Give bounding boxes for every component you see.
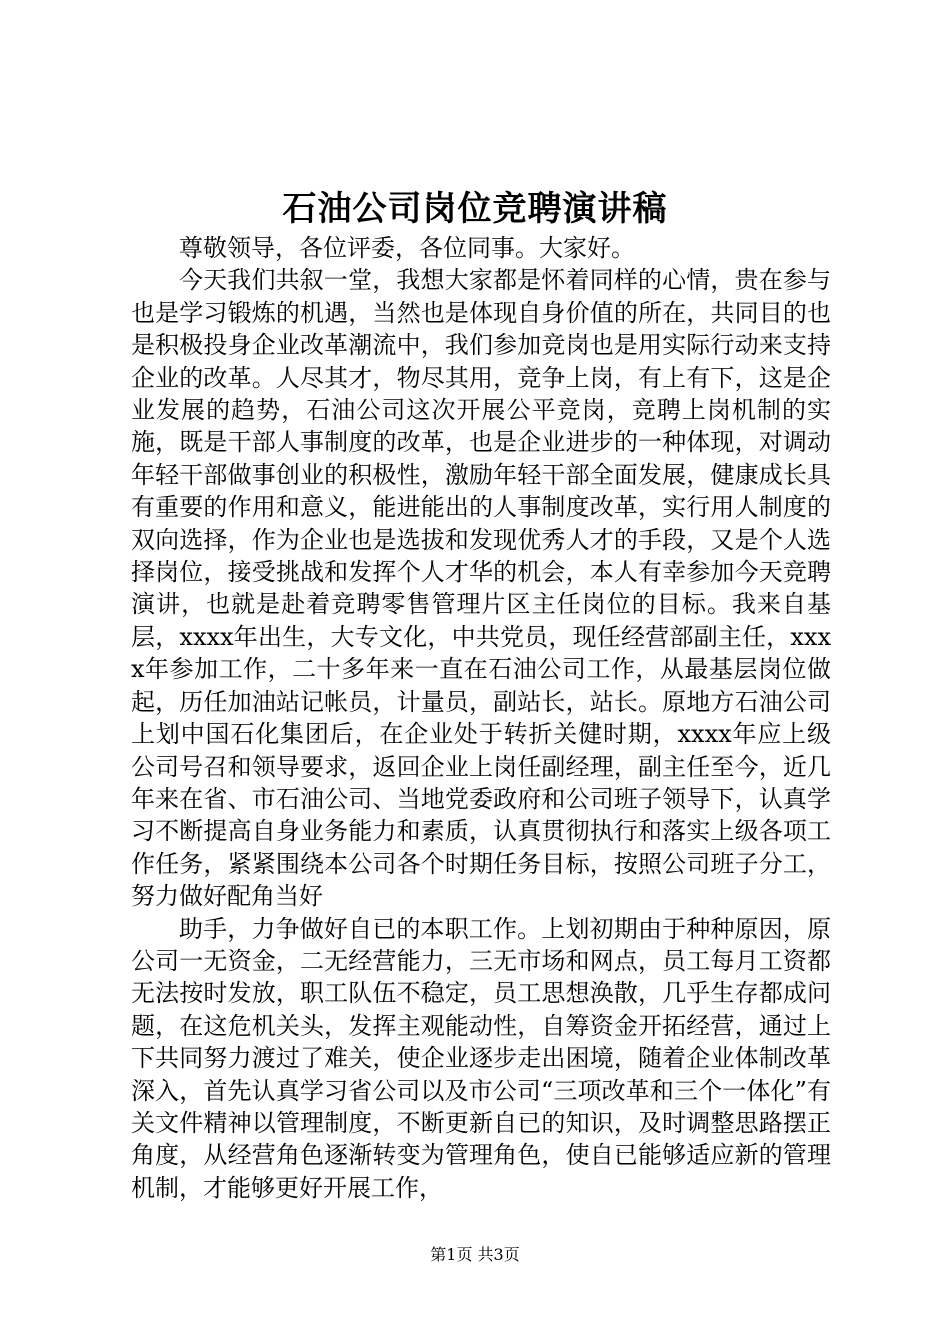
paragraph-introduction: 今天我们共叙一堂，我想大家都是怀着同样的心情，贵在参与也是学习锻炼的机遇，当然也是体现自身价值的所在，共同目的也是积极投身企业改革潮流中，我们参加竞岗也是用实际行动来支持企业的改革。人尽其才，物尽其用，竞争上岗，有上有下，这是企业发展的趋势，石油公司这次开展公平竞岗，竞聘上岗机制的实施，既是干部人事制度的改革，也是企业进步的一种体现，对调动年轻干部做事创业的积极性，激励年轻干部全面发展，健康成长具有重要的作用和意义，能进能出的人事制度改革，实行用人制度的双向选择，作为企业也是选拔和发现优秀人才的手段，又是个人选择岗位，接受挑战和发挥个人才华的机会，本人有幸参加今天竞聘演讲，也就是赴着竞聘零售管理片区主任岗位的目标。我来自基层，xxxx年出生，大专文化，中共党员，现任经营部副主任，xxxx年参加工作，二十多年来一直在石油公司工作，从最基层岗位做起，历任加油站记帐员，计量员，副站长，站长。原地方石油公司上划中国石化集团后，在企业处于转折关健时期，xxxx年应上级公司号召和领导要求，返回企业上岗任副经理，副主任至今，近几年来在省、市石油公司、当地党委政府和公司班子领导下，认真学习不断提高自身业务能力和素质，认真贯彻执行和落实上级各项工作任务，紧紧围绕本公司各个时期任务目标，按照公司班子分工，努力做好配角当好	[131, 266, 831, 911]
paragraph-greeting: 尊敬领导，各位评委，各位同事。大家好。	[179, 234, 635, 262]
page-number: 第1页 共3页	[430, 1245, 520, 1264]
document-title: 石油公司岗位竞聘演讲稿	[282, 189, 668, 229]
paragraph-experience: 助手，力争做好自已的本职工作。上划初期由于种种原因，原公司一无资金，二无经营能力，三无市场和网点，员工每月工资都无法按时发放，职工队伍不稳定，员工思想涣散，几乎生存都成问题，在这危机关头，发挥主观能动性，自筹资金开拓经营，通过上下共同努力渡过了难关，使企业逐步走出困境，随着企业体制改革深入，首先认真学习省公司以及市公司“三项改革和三个一体化”有关文件精神以管理制度，不断更新自已的知识，及时调整思路摆正角度，从经营角色逐渐转变为管理角色，使自已能够适应新的管理机制，才能够更好开展工作，	[131, 914, 831, 1202]
document-body	[131, 232, 831, 1204]
